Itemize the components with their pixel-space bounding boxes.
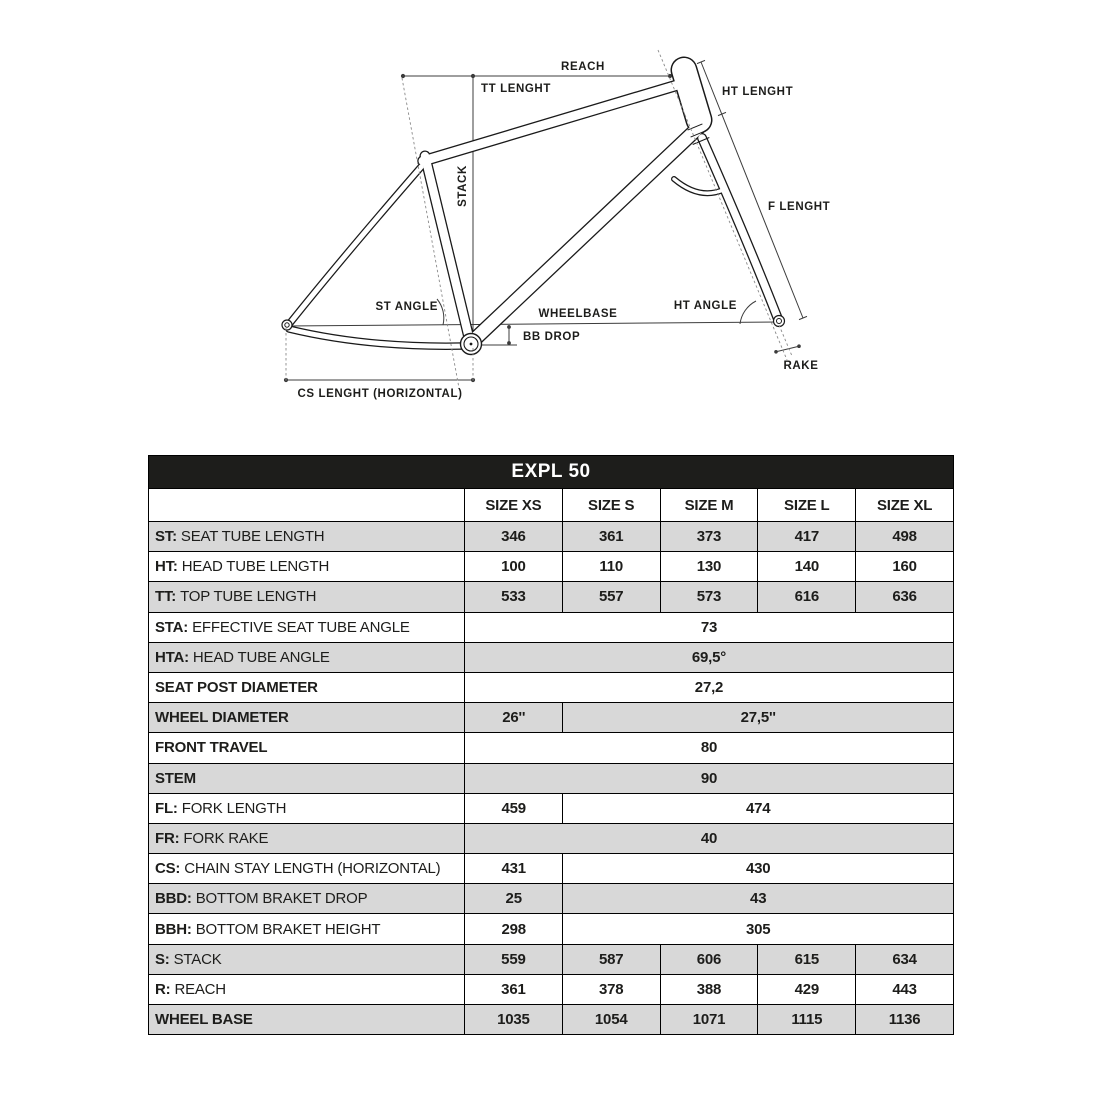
row-label [149, 945, 465, 974]
size-header-m: SIZE M [661, 489, 759, 521]
row-label [149, 733, 465, 762]
value-cell: 25 [465, 884, 563, 913]
row-label [149, 673, 465, 702]
value-cell: 559 [465, 945, 563, 974]
cs-length-label: CS LENGHT (HORIZONTAL) [297, 388, 463, 400]
table-row [149, 521, 953, 551]
value-cell: 40 [700, 829, 718, 847]
table-row [149, 763, 953, 793]
table-row [149, 883, 953, 913]
size-header-l: SIZE L [758, 489, 856, 521]
st-angle-label: ST ANGLE [375, 301, 438, 313]
value-cell: 346 [465, 522, 563, 551]
value-cell: 373 [661, 522, 759, 551]
row-label [149, 703, 465, 732]
value-cell: 90 [700, 769, 718, 787]
table-row [149, 853, 953, 883]
value-cell: 1071 [661, 1005, 759, 1034]
ht-angle-label: HT ANGLE [673, 300, 737, 312]
row-label-text: REACH [174, 980, 226, 998]
spec-table-body [149, 521, 953, 1034]
row-label [149, 914, 465, 943]
row-label [149, 794, 465, 823]
rake-label: RAKE [783, 360, 819, 372]
row-label [149, 582, 465, 611]
row-label-strong: HT: [155, 558, 178, 576]
row-label [149, 975, 465, 1004]
row-label-text: BOTTOM BRAKET HEIGHT [195, 920, 381, 938]
bb-drop-label: BB DROP [523, 331, 581, 343]
row-label-text: BOTTOM BRAKET DROP [195, 890, 368, 908]
row-label [149, 824, 465, 853]
value-cell: 388 [661, 975, 759, 1004]
table-row [149, 913, 953, 943]
row-label-strong: WHEEL DIAMETER [155, 709, 289, 727]
value-cell: 305 [745, 920, 771, 938]
table-row [149, 974, 953, 1004]
table-row [149, 702, 953, 732]
row-label-strong: R: [155, 980, 171, 998]
size-header-xl: SIZE XL [876, 496, 933, 514]
ht-length-label: HT LENGHT [722, 86, 794, 98]
table-row [149, 732, 953, 762]
value-cell: 140 [758, 552, 856, 581]
value-cell: 429 [758, 975, 856, 1004]
size-header-row [149, 488, 953, 521]
value-cell: 557 [563, 582, 661, 611]
row-label-strong: S: [155, 950, 170, 968]
value-cell: 533 [465, 582, 563, 611]
table-row [149, 642, 953, 672]
value-cell: 378 [563, 975, 661, 1004]
value-cell: 110 [563, 552, 661, 581]
size-header-s: SIZE S [563, 489, 661, 521]
value-cell: 634 [892, 950, 917, 968]
row-label-strong: TT: [155, 588, 177, 606]
table-row [149, 612, 953, 642]
row-label-strong: WHEEL BASE [155, 1011, 253, 1029]
table-row [149, 551, 953, 581]
row-label-strong: ST: [155, 528, 177, 546]
row-label [149, 522, 465, 551]
table-row [149, 1004, 953, 1034]
value-cell: 616 [758, 582, 856, 611]
row-label [149, 854, 465, 883]
table-row [149, 823, 953, 853]
reach-label: REACH [561, 61, 605, 73]
row-label-text: EFFECTIVE SEAT TUBE ANGLE [192, 618, 410, 636]
value-cell: 431 [465, 854, 563, 883]
value-cell: 1136 [888, 1011, 921, 1029]
f-length-label: F LENGHT [768, 201, 831, 213]
row-label-strong: STA: [155, 618, 189, 636]
value-cell: 417 [758, 522, 856, 551]
value-cell: 69,5° [691, 648, 727, 666]
value-cell: 27,2 [694, 679, 724, 697]
value-cell: 73 [700, 618, 718, 636]
row-label-text: TOP TUBE LENGTH [180, 588, 317, 606]
row-label-text: HEAD TUBE ANGLE [192, 648, 330, 666]
row-label [149, 552, 465, 581]
value-cell: 100 [465, 552, 563, 581]
row-label-text: CHAIN STAY LENGTH (HORIZONTAL) [184, 860, 441, 878]
value-cell: 43 [750, 890, 767, 908]
value-cell: 160 [892, 558, 917, 576]
value-cell: 459 [465, 794, 563, 823]
value-cell: 26'' [465, 703, 563, 732]
value-cell: 1035 [465, 1005, 563, 1034]
row-label [149, 764, 465, 793]
table-row [149, 793, 953, 823]
value-cell: 443 [892, 980, 917, 998]
row-label [149, 643, 465, 672]
value-cell: 430 [745, 860, 771, 878]
value-cell: 361 [465, 975, 563, 1004]
table-row [149, 944, 953, 974]
table-title: EXPL 50 [149, 456, 953, 488]
value-cell: 130 [661, 552, 759, 581]
value-cell: 498 [892, 528, 917, 546]
value-cell: 80 [700, 739, 718, 757]
row-label-text: STACK [173, 950, 222, 968]
row-label-text: FORK RAKE [183, 829, 269, 847]
row-label-text: FORK LENGTH [181, 799, 287, 817]
wheelbase-label: WHEELBASE [538, 308, 618, 320]
rear-dropout [282, 320, 292, 330]
row-label-strong: SEAT POST DIAMETER [155, 679, 318, 697]
row-label-strong: FL: [155, 799, 178, 817]
row-label-strong: FRONT TRAVEL [155, 739, 268, 757]
value-cell: 587 [563, 945, 661, 974]
bottom-bracket [461, 334, 482, 355]
value-cell: 606 [661, 945, 759, 974]
value-cell: 1115 [758, 1005, 856, 1034]
stack-label: STACK [457, 165, 469, 207]
value-cell: 27,5'' [740, 709, 776, 727]
row-label [149, 613, 465, 642]
value-cell: 474 [745, 799, 771, 817]
table-row [149, 581, 953, 611]
size-header-xs: SIZE XS [465, 489, 563, 521]
row-label-strong: FR: [155, 829, 180, 847]
row-label-strong: CS: [155, 860, 181, 878]
tt-length-label: TT LENGHT [481, 83, 551, 95]
value-cell: 298 [465, 914, 563, 943]
table-row [149, 672, 953, 702]
row-label-text: SEAT TUBE LENGTH [180, 528, 325, 546]
spec-table [148, 455, 954, 1035]
row-label-strong: STEM [155, 769, 196, 787]
size-header-empty-cell [149, 489, 465, 521]
row-label-strong: BBD: [155, 890, 192, 908]
value-cell: 1054 [563, 1005, 661, 1034]
front-dropout [774, 316, 785, 327]
frame-geometry-diagram [0, 0, 1100, 450]
value-cell: 361 [563, 522, 661, 551]
value-cell: 615 [758, 945, 856, 974]
row-label [149, 1005, 465, 1034]
row-label [149, 884, 465, 913]
value-cell: 636 [892, 588, 917, 606]
value-cell: 573 [661, 582, 759, 611]
row-label-text: HEAD TUBE LENGTH [181, 558, 330, 576]
row-label-strong: BBH: [155, 920, 192, 938]
row-label-strong: HTA: [155, 648, 189, 666]
